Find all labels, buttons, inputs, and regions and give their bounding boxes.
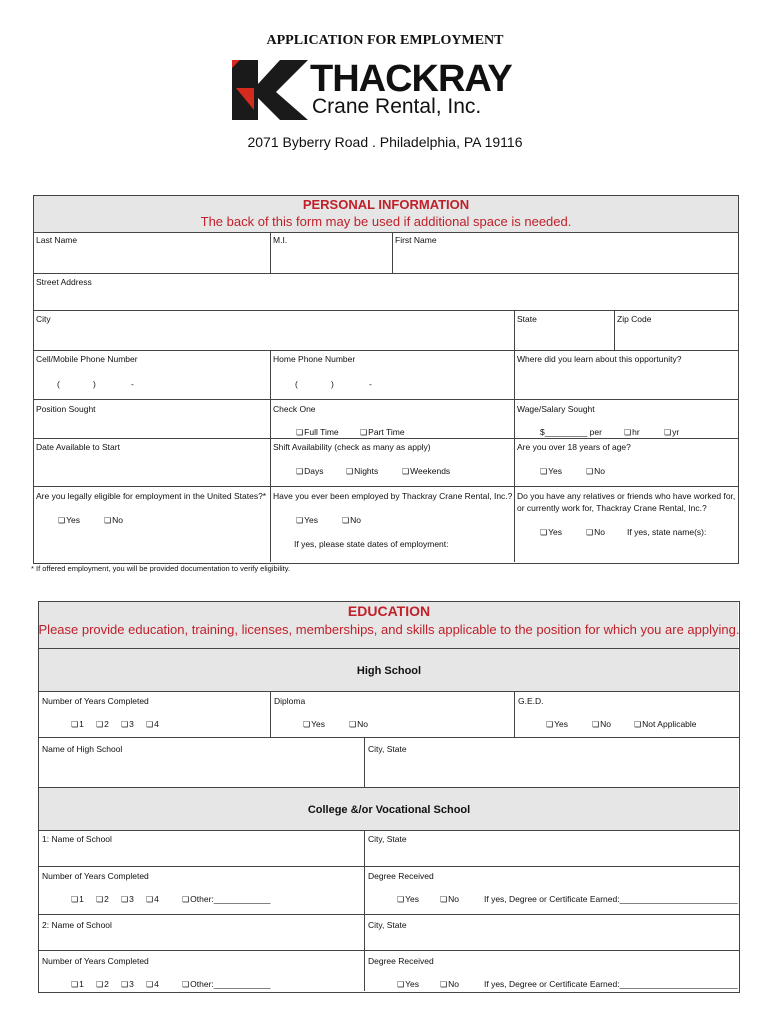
city-label: City xyxy=(36,314,51,324)
learn-opportunity-label: Where did you learn about this opportunity? xyxy=(517,354,682,364)
school-1-years-label: Number of Years Completed xyxy=(42,871,149,881)
last-name-field[interactable] xyxy=(34,245,269,271)
home-phone-close-paren: ) xyxy=(331,379,334,389)
home-phone-dash: - xyxy=(369,379,372,389)
mi-field[interactable] xyxy=(271,245,391,271)
school-2-name-label: 2: Name of School xyxy=(42,920,112,930)
hs-year-2-checkbox[interactable]: ❏ 2 xyxy=(96,719,109,729)
high-school-heading: High School xyxy=(356,665,422,677)
education-title: EDUCATION xyxy=(347,603,431,619)
school-2-year-3-checkbox[interactable]: ❏ 3 xyxy=(121,979,134,989)
state-field[interactable] xyxy=(515,325,613,348)
eligible-no-checkbox[interactable]: ❏ No xyxy=(104,515,123,525)
company-subname: Crane Rental, Inc. xyxy=(312,95,482,118)
ged-label: G.E.D. xyxy=(518,696,544,706)
eligible-yes-checkbox[interactable]: ❏ Yes xyxy=(58,515,80,525)
school-1-city-state-label: City, State xyxy=(368,834,407,844)
legally-eligible-label: Are you legally eligible for employment in the United States?* xyxy=(36,491,267,501)
education-subtitle: Please provide education, training, licenses, memberships, and skills applicable to the position for which you are applying. xyxy=(38,622,740,637)
wage-label: Wage/Salary Sought xyxy=(517,404,595,414)
over-18-no-checkbox[interactable]: ❏ No xyxy=(586,466,605,476)
employment-dates-label: If yes, please state dates of employment: xyxy=(294,539,449,549)
employed-before-yes-checkbox[interactable]: ❏ Yes xyxy=(296,515,318,525)
school-1-year-2-checkbox[interactable]: ❏ 2 xyxy=(96,894,109,904)
school-1-degree-no-checkbox[interactable]: ❏ No xyxy=(440,894,459,904)
mi-label: M.I. xyxy=(273,235,288,245)
wage-yr-checkbox[interactable]: ❏ yr xyxy=(664,427,679,437)
school-2-other-checkbox[interactable]: ❏ Other:____________ xyxy=(182,979,271,989)
state-label: State xyxy=(517,314,537,324)
over-18-yes-checkbox[interactable]: ❏ Yes xyxy=(540,466,562,476)
school-1-city-state-field[interactable] xyxy=(366,845,737,865)
relatives-label-line2: or currently work for, Thackray Crane Rental, Inc.? xyxy=(517,503,707,513)
ged-yes-checkbox[interactable]: ❏ Yes xyxy=(546,719,568,729)
hs-city-state-label: City, State xyxy=(368,744,407,754)
school-1-degree-yes-checkbox[interactable]: ❏ Yes xyxy=(397,894,419,904)
school-1-name-label: 1: Name of School xyxy=(42,834,112,844)
school-2-name-field[interactable] xyxy=(39,931,363,949)
over-18-label: Are you over 18 years of age? xyxy=(517,442,631,452)
personal-info-title: PERSONAL INFORMATION xyxy=(302,197,470,212)
form-title: APPLICATION FOR EMPLOYMENT xyxy=(266,33,504,48)
school-2-degree-no-checkbox[interactable]: ❏ No xyxy=(440,979,459,989)
school-2-city-state-field[interactable] xyxy=(366,931,737,949)
first-name-field[interactable] xyxy=(393,245,737,271)
position-sought-label: Position Sought xyxy=(36,404,96,414)
city-field[interactable] xyxy=(34,325,512,348)
school-1-name-field[interactable] xyxy=(39,845,363,865)
shift-weekends-checkbox[interactable]: ❏ Weekends xyxy=(402,466,450,476)
part-time-checkbox[interactable]: ❏ Part Time xyxy=(360,427,405,437)
zip-label: Zip Code xyxy=(617,314,652,324)
ged-no-checkbox[interactable]: ❏ No xyxy=(592,719,611,729)
school-2-year-2-checkbox[interactable]: ❏ 2 xyxy=(96,979,109,989)
cell-phone-label: Cell/Mobile Phone Number xyxy=(36,354,138,364)
school-2-degree-yes-checkbox[interactable]: ❏ Yes xyxy=(397,979,419,989)
school-2-degree-earned-field[interactable]: If yes, Degree or Certificate Earned:_________________________ xyxy=(484,979,738,989)
school-2-year-4-checkbox[interactable]: ❏ 4 xyxy=(146,979,159,989)
diploma-label: Diploma xyxy=(274,696,306,706)
hs-city-state-field[interactable] xyxy=(366,756,737,785)
school-1-other-checkbox[interactable]: ❏ Other:____________ xyxy=(182,894,271,904)
date-available-label: Date Available to Start xyxy=(36,442,120,452)
check-one-label: Check One xyxy=(273,404,316,414)
hs-year-1-checkbox[interactable]: ❏ 1 xyxy=(71,719,84,729)
position-sought-field[interactable] xyxy=(34,414,268,436)
company-address: 2071 Byberry Road . Philadelphia, PA 19116 xyxy=(247,134,523,150)
relatives-no-checkbox[interactable]: ❏ No xyxy=(586,527,605,537)
learn-opportunity-field[interactable] xyxy=(515,366,737,396)
relatives-names-label: If yes, state name(s): xyxy=(627,527,707,537)
full-time-checkbox[interactable]: ❏ Full Time xyxy=(296,427,339,437)
company-name: THACKRAY xyxy=(310,58,512,100)
eligibility-footnote: * If offered employment, you will be provided documentation to verify eligibility. xyxy=(31,564,291,573)
shift-nights-checkbox[interactable]: ❏ Nights xyxy=(346,466,378,476)
college-heading: College &/or Vocational School xyxy=(307,804,471,816)
school-2-city-state-label: City, State xyxy=(368,920,407,930)
home-phone-open-paren: ( xyxy=(295,379,298,389)
employed-before-label: Have you ever been employed by Thackray Crane Rental, Inc.? xyxy=(273,491,513,501)
zip-field[interactable] xyxy=(615,325,737,348)
street-address-field[interactable] xyxy=(34,288,737,308)
school-2-degree-label: Degree Received xyxy=(368,956,434,966)
school-2-years-label: Number of Years Completed xyxy=(42,956,149,966)
first-name-label: First Name xyxy=(395,235,437,245)
hs-name-field[interactable] xyxy=(39,756,363,785)
relatives-label-line1: Do you have any relatives or friends who have worked for, xyxy=(517,491,736,501)
ged-not-applicable-checkbox[interactable]: ❏ Not Applicable xyxy=(634,719,697,729)
shift-days-checkbox[interactable]: ❏ Days xyxy=(296,466,324,476)
date-available-field[interactable] xyxy=(34,452,268,484)
cell-phone-close-paren: ) xyxy=(93,379,96,389)
last-name-label: Last Name xyxy=(36,235,78,245)
wage-hr-checkbox[interactable]: ❏ hr xyxy=(624,427,640,437)
cell-phone-dash: - xyxy=(131,379,134,389)
school-1-year-1-checkbox[interactable]: ❏ 1 xyxy=(71,894,84,904)
hs-year-3-checkbox[interactable]: ❏ 3 xyxy=(121,719,134,729)
street-address-label: Street Address xyxy=(36,277,92,287)
cell-phone-open-paren: ( xyxy=(57,379,60,389)
school-1-year-3-checkbox[interactable]: ❏ 3 xyxy=(121,894,134,904)
personal-info-subtitle: The back of this form may be used if additional space is needed. xyxy=(200,214,572,229)
school-2-year-1-checkbox[interactable]: ❏ 1 xyxy=(71,979,84,989)
hs-name-label: Name of High School xyxy=(42,744,123,754)
school-1-degree-label: Degree Received xyxy=(368,871,434,881)
diploma-yes-checkbox[interactable]: ❏ Yes xyxy=(303,719,325,729)
hs-year-4-checkbox[interactable]: ❏ 4 xyxy=(146,719,159,729)
hs-years-label: Number of Years Completed xyxy=(42,696,149,706)
wage-field[interactable]: $_________ per xyxy=(540,427,602,437)
diploma-no-checkbox[interactable]: ❏ No xyxy=(349,719,368,729)
employed-before-no-checkbox[interactable]: ❏ No xyxy=(342,515,361,525)
shift-availability-label: Shift Availability (check as many as apply) xyxy=(273,442,431,452)
home-phone-label: Home Phone Number xyxy=(273,354,356,364)
relatives-yes-checkbox[interactable]: ❏ Yes xyxy=(540,527,562,537)
school-1-degree-earned-field[interactable]: If yes, Degree or Certificate Earned:_________________________ xyxy=(484,894,738,904)
school-1-year-4-checkbox[interactable]: ❏ 4 xyxy=(146,894,159,904)
